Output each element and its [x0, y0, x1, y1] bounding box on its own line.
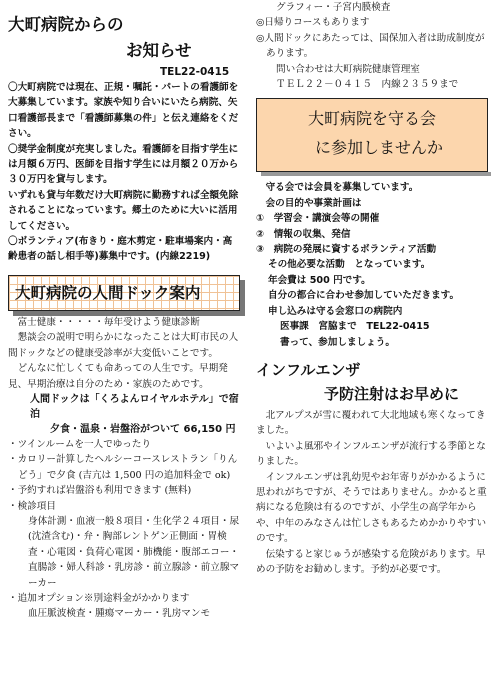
notice-title: 大町病院からの: [8, 15, 124, 34]
dock-banner-title: 大町病院の人間ドック案内: [15, 283, 201, 302]
left-column: [8, 0, 240, 622]
bullet-exam-items: ・検診項目: [8, 500, 56, 512]
purpose-item-2: ② 情報の収集、発信: [256, 228, 351, 240]
repayment-paragraph: いずれも貸与年数だけ大町病院に勤務すれば全額免除されることになっています。郷土のために大いに活用してください。: [8, 189, 239, 232]
member-recruit-line: 守る会では会員を募集しています。: [265, 182, 419, 194]
exam-items-detail: 身体計測・血液一般８項目・生化学２４項目・尿 (沈渣含む)・弁・胸部レントゲン正側面・胃検査・心電図・負荷心電図・肺機能・腹部エコー・直腸診・婦人科診・乳房診・前立腺診・前立腺マーカー: [28, 515, 240, 589]
options-detail: 血圧脈波検査・腫瘍マーカー・乳房マンモ: [28, 608, 211, 620]
volunteer-paragraph: 〇ボランティア(布きり・庭木剪定・駐車場案内・高齢患者の話し相手等)募集中です。(内線2219): [8, 236, 233, 263]
flu-paragraph-4: 伝染すると家じゅうが感染する危険があります。早めの予防をお勧めします。予約が必要です。: [256, 548, 486, 575]
annual-fee-line: 年会費は 500 円です。: [268, 274, 371, 286]
scholarship-paragraph: 〇奨学金制度が充実しました。看護師を目指す学生には月額６万円、医師を目指す学生には月額２０万から３０万円を貸与します。: [8, 143, 239, 186]
mamoru-kai-subtitle: に参加しませんか: [315, 138, 444, 158]
bullet-dinner: ・カロリー計算したヘルシーコースレストラン「りんどう」で夕食 (吉亢は 1,500 円の追加料金で ok): [8, 454, 238, 481]
purpose-line: 会の目的や事業計画は: [265, 197, 362, 209]
nurse-recruit-paragraph: 〇大町病院では現在、正規・嘱託・パートの看護師を大募集しています。家族や知り合いにいたら病院、矢口看護部長まで「看護師募集の件」と伝え連絡をください。: [8, 82, 239, 140]
flu-paragraph-2: いよいよ風邪やインフルエンザが流行する季節となりました。: [256, 440, 486, 468]
other-activities-line: その他必要な活動 となっています。: [268, 259, 431, 271]
dock-intro-1: 富士健康・・・・・毎年受けよう健康診断: [17, 316, 200, 328]
notice-tel: TEL22-0415: [160, 66, 230, 78]
bullet-twin-room: ・ツインルームを一人でゆったり: [8, 438, 152, 450]
dock-banner: [8, 275, 240, 311]
contact-line: 医事課 宮脇まで TEL22-0415: [280, 321, 430, 333]
dock-intro-2: 懇談会の説明で明らかになったことは大町市民の人間ドックなどの健康受診率が大変低いことです。: [8, 332, 239, 359]
notice-subtitle: お知らせ: [126, 41, 192, 60]
purpose-item-3: ③ 病院の発展に資するボランティア活動: [256, 244, 437, 256]
invite-line: 書って、参加しましょう。: [280, 336, 395, 348]
right-column: [256, 0, 488, 577]
day-course-line: ◎日帰りコースもあります: [256, 17, 370, 29]
bullet-options: ・追加オプション※別途料金がかかります: [8, 592, 190, 604]
inquiry-line: 問い合わせは大町病院健康管理室: [276, 63, 420, 75]
flu-paragraph-1: 北アルプスが雪に覆われて大北地域も寒くなってきました。: [256, 409, 486, 437]
flu-title: インフルエンザ: [256, 360, 361, 379]
bullet-bedrock-bath: ・予約すれば岩盤浴も利用できます (無料): [8, 485, 192, 497]
inquiry-tel-line: ＴＥＬ２２－０４１５ 内線２３５９まで: [276, 79, 459, 91]
dock-intro-3: どんなに忙しくても命あっての人生です。早期発見、早期治療は自分のため・家族のためです。: [8, 363, 228, 390]
mamoru-kai-title: 大町病院を守る会: [307, 109, 436, 129]
subsidy-line: ◎人間ドックにあたっては、国保加入者は助成制度があります。: [256, 32, 485, 60]
purpose-item-1: ① 学習会・講演会等の開催: [256, 213, 380, 225]
mamoru-kai-banner: [256, 98, 488, 172]
application-line: 申し込みは守る会窓口の病院内: [268, 305, 403, 317]
flu-paragraph-3: インフルエンザは乳幼児やお年寄りがかかるように思われがちですが、そうではありません。かかると重病になる危険は有るのですが、小学生の高学年からや、中年のみなさんは忙しさもあるためかかりやすいのです。: [256, 471, 487, 545]
price-line: 夕食・温泉・岩盤浴がついて 66,150 円: [50, 423, 236, 435]
flu-subtitle: 予防注射はお早めに: [324, 384, 460, 403]
participation-line: 自分の都合に合わせ参加していただきます。: [268, 290, 460, 302]
options-detail-cont: グラフィー・子宮内膜検査: [276, 2, 391, 13]
hotel-line: 人間ドックは「くろよんロイヤルホテル」で宿泊: [30, 393, 239, 420]
